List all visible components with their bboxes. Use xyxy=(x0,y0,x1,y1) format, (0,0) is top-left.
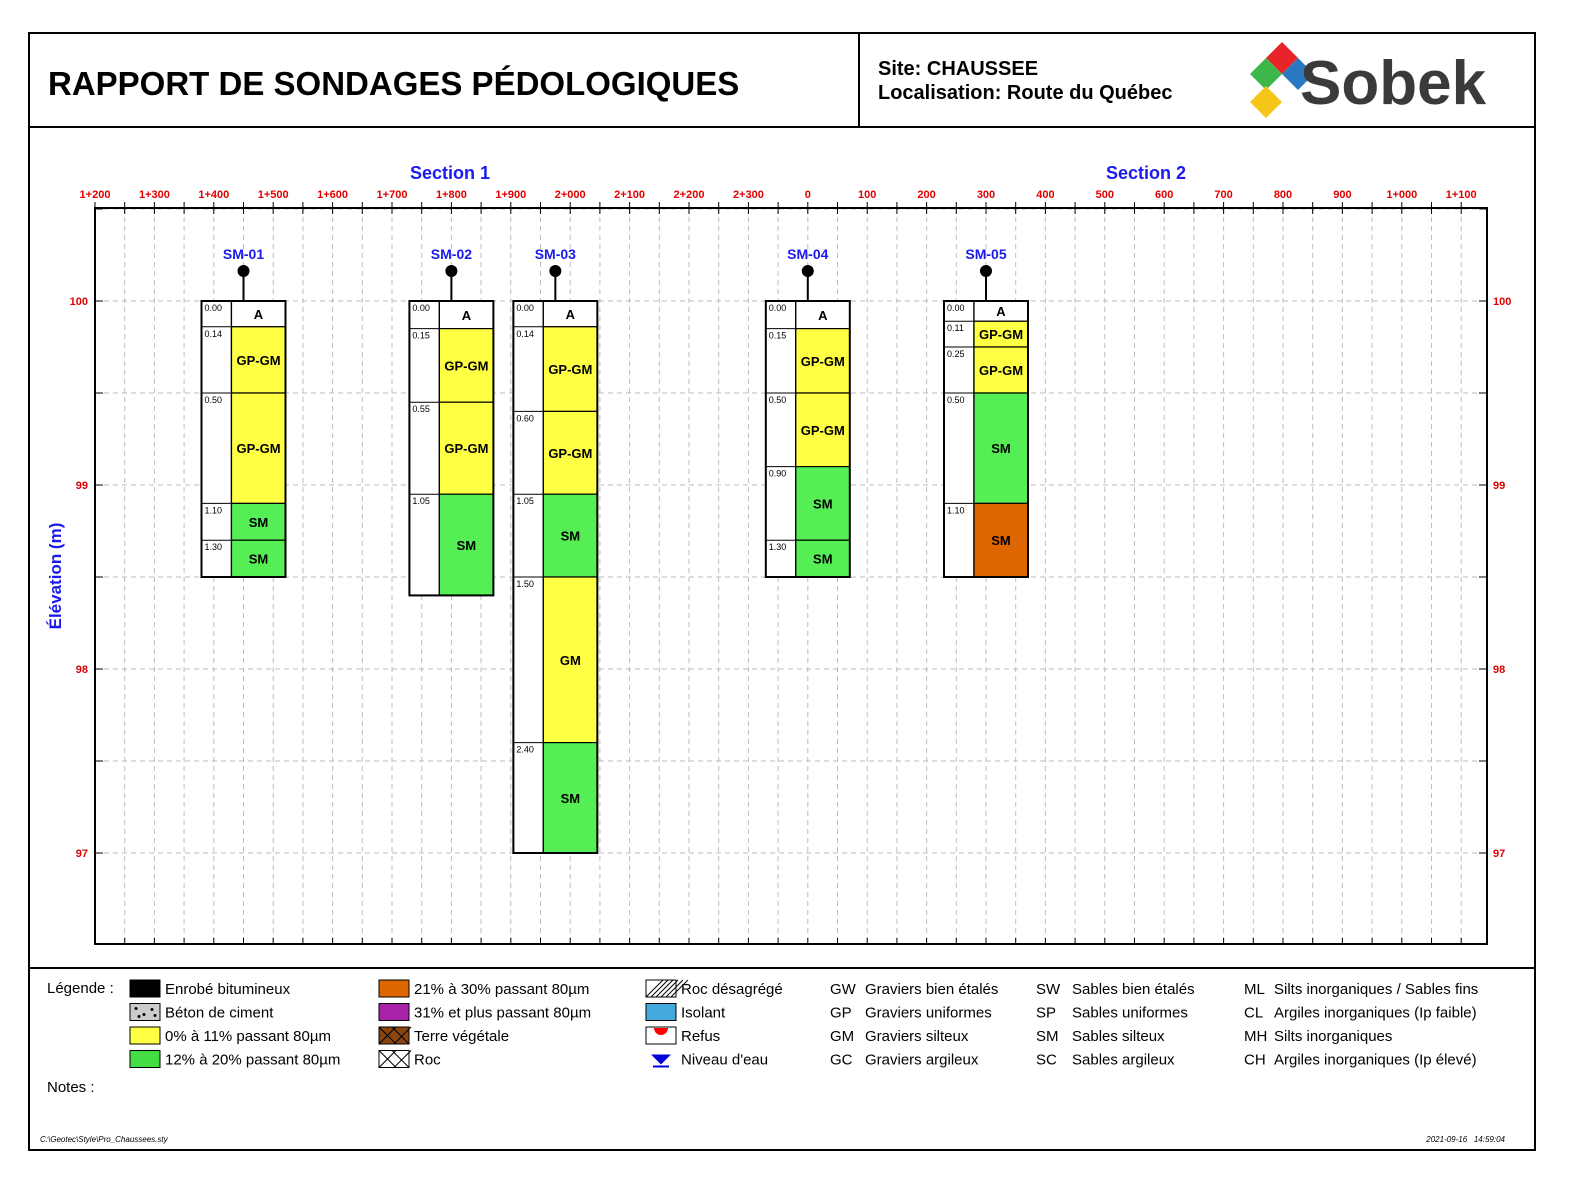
depth-label: 0.15 xyxy=(412,330,430,341)
legend-item xyxy=(130,980,291,998)
legend-label: Roc désagrégé xyxy=(681,981,783,998)
depth-label: 0.14 xyxy=(204,328,223,339)
soil-code: SM xyxy=(813,496,833,512)
section-title: Section 1 xyxy=(409,163,491,183)
section-titles xyxy=(410,163,1186,183)
dot-mark xyxy=(143,1013,146,1016)
chainage-label: 900 xyxy=(1333,189,1352,201)
borehole-head-icon xyxy=(980,265,992,277)
chainage-label: 1+700 xyxy=(376,189,408,201)
depth-column xyxy=(766,301,796,577)
elev-label-left: 97 xyxy=(75,848,88,860)
timestamp: 2021-09-16 14:59:04 xyxy=(1426,1135,1505,1144)
depth-label: 2.40 xyxy=(516,744,534,755)
chainage-label: 200 xyxy=(917,189,936,201)
uscs-desc: Graviers silteux xyxy=(865,1028,969,1045)
chainage-label: 1+400 xyxy=(198,189,230,201)
notes-label: Notes : xyxy=(47,1079,95,1096)
soil-code: A xyxy=(461,307,472,323)
legend-label: Niveau d'eau xyxy=(681,1051,769,1069)
depth-label: 0.00 xyxy=(768,303,787,313)
uscs-code-item xyxy=(830,1028,969,1045)
elev-label-left: 99 xyxy=(75,480,88,492)
legend-item xyxy=(379,980,589,998)
chainage-label: 1+000 xyxy=(1386,189,1418,201)
chainage-label: 600 xyxy=(1155,189,1174,201)
depth-label: 1.05 xyxy=(412,496,430,507)
uscs-code: MH xyxy=(1244,1028,1268,1045)
chainage-label: 2+000 xyxy=(554,189,586,201)
chainage-label: 1+100 xyxy=(1445,189,1477,201)
soil-code: A xyxy=(818,307,828,323)
chainage-label: 2+200 xyxy=(673,189,705,201)
legend-label: 31% et plus passant 80µm xyxy=(414,1004,592,1022)
soil-code: SM xyxy=(248,551,269,567)
soil-code: A xyxy=(996,304,1006,320)
chainage-label: 100 xyxy=(858,189,877,201)
soil-code: GP-GM xyxy=(978,363,1024,378)
depth-label: 0.00 xyxy=(412,303,430,313)
logo-text: Sobek xyxy=(1300,49,1487,118)
soil-code: A xyxy=(253,306,264,322)
dot-mark xyxy=(151,1008,154,1011)
uscs-code: SP xyxy=(1036,1004,1057,1022)
depth-label: 0.50 xyxy=(204,395,223,405)
legend-item xyxy=(651,1052,768,1069)
depth-label: 0.60 xyxy=(516,413,534,424)
legend-codes xyxy=(830,981,1478,1069)
borehole-head-icon xyxy=(802,265,814,277)
uscs-code: ML xyxy=(1244,981,1265,998)
elev-label-left: 100 xyxy=(69,296,88,308)
site-label: Site: CHAUSSEE xyxy=(878,58,1039,80)
uscs-code-item xyxy=(1036,981,1195,998)
borehole-name: SM-02 xyxy=(430,246,473,262)
dot-mark xyxy=(138,1015,141,1018)
uscs-code: GP xyxy=(830,1004,852,1022)
soil-code: GM xyxy=(559,652,581,668)
section-title: Section 2 xyxy=(1105,163,1187,183)
uscs-desc: Sables argileux xyxy=(1072,1051,1175,1069)
location-label: Localisation: Route du Québec xyxy=(878,82,1173,104)
uscs-desc: Sables uniformes xyxy=(1072,1004,1188,1022)
depth-label: 1.50 xyxy=(516,579,534,589)
legend-item xyxy=(130,1027,331,1045)
legend-swatch xyxy=(130,980,160,997)
chainage-label: 800 xyxy=(1273,189,1293,201)
uscs-desc: Silts inorganiques / Sables fins xyxy=(1274,981,1479,998)
legend-item xyxy=(646,1027,720,1045)
uscs-code: CL xyxy=(1244,1004,1264,1022)
soil-code: SM xyxy=(248,514,269,530)
legend-label: Refus xyxy=(681,1028,721,1045)
soil-code: GP-GM xyxy=(444,441,489,457)
uscs-code: GC xyxy=(830,1051,853,1069)
legend-swatch xyxy=(130,1051,160,1068)
depth-label: 0.00 xyxy=(516,303,534,313)
borehole-sm-04 xyxy=(766,246,850,577)
soil-code: SM xyxy=(991,533,1011,549)
borehole-name: SM-01 xyxy=(222,246,265,262)
uscs-code-item xyxy=(1036,1028,1165,1045)
depth-label: 0.00 xyxy=(947,303,965,313)
uscs-desc: Graviers uniformes xyxy=(865,1004,992,1022)
depth-label: 1.10 xyxy=(204,505,223,516)
depth-label: 0.90 xyxy=(768,468,787,479)
uscs-code-item xyxy=(830,1005,992,1022)
legend-item xyxy=(646,1004,726,1022)
chainage-label: 400 xyxy=(1036,189,1055,201)
uscs-code-item xyxy=(830,981,998,998)
legend-swatches xyxy=(130,980,783,1069)
legend-swatch xyxy=(379,980,409,997)
soil-code: GP-GM xyxy=(548,362,593,378)
soil-code: A xyxy=(565,306,576,322)
uscs-desc: Sables bien étalés xyxy=(1072,981,1195,998)
legend-swatch xyxy=(130,1027,160,1044)
depth-label: 0.50 xyxy=(947,395,965,405)
soil-code: GP-GM xyxy=(800,353,845,369)
soil-code: SM xyxy=(560,528,581,544)
depth-label: 0.11 xyxy=(947,323,964,334)
chainage-label: 1+300 xyxy=(138,189,170,201)
borehole-head-icon xyxy=(549,265,561,277)
chainage-label: 1+600 xyxy=(317,189,349,201)
uscs-code-item xyxy=(1244,1005,1477,1022)
chainage-label: 700 xyxy=(1214,189,1233,201)
legend-title: Légende : xyxy=(47,980,114,997)
chainage-label: 500 xyxy=(1095,189,1114,201)
legend-label: Béton de ciment xyxy=(165,1004,274,1022)
uscs-desc: Graviers argileux xyxy=(865,1051,979,1069)
uscs-code-item xyxy=(1036,1005,1188,1022)
soil-code: SM xyxy=(560,790,581,806)
elev-label-right: 100 xyxy=(1493,296,1512,308)
legend-item xyxy=(646,980,783,998)
legend xyxy=(47,980,114,1096)
depth-label: 0.25 xyxy=(947,349,965,359)
legend-label: Isolant xyxy=(681,1004,726,1022)
depth-column xyxy=(944,301,974,577)
depth-label: 1.30 xyxy=(204,542,223,553)
legend-label: Roc xyxy=(414,1051,441,1069)
depth-label: 0.15 xyxy=(768,330,787,341)
chainage-label: 0 xyxy=(804,189,811,201)
depth-label: 0.00 xyxy=(204,303,223,313)
soil-code: GP-GM xyxy=(236,441,281,457)
legend-label: Enrobé bitumineux xyxy=(165,981,291,998)
legend-item xyxy=(130,1004,274,1022)
legend-item xyxy=(379,1027,509,1045)
uscs-desc: Sables silteux xyxy=(1072,1028,1165,1045)
elev-label-right: 98 xyxy=(1493,664,1506,676)
water-level-icon xyxy=(651,1055,671,1065)
y-axis-label: Élévation (m) xyxy=(46,522,65,630)
chainage-label: 300 xyxy=(976,189,996,201)
depth-label: 1.30 xyxy=(768,542,787,553)
borehole-sm-03 xyxy=(513,246,597,853)
soil-code: GP-GM xyxy=(978,327,1024,343)
uscs-code: GM xyxy=(830,1028,855,1045)
borehole-sm-05 xyxy=(944,246,1028,577)
soil-code: GP-GM xyxy=(236,352,281,368)
uscs-code-item xyxy=(1244,1028,1392,1045)
borehole-name: SM-05 xyxy=(965,246,1007,262)
legend-item xyxy=(379,1051,441,1069)
legend-swatch xyxy=(379,1004,409,1021)
uscs-desc: Graviers bien étalés xyxy=(865,981,999,998)
uscs-code-item xyxy=(830,1052,979,1069)
depth-label: 1.05 xyxy=(516,496,534,507)
uscs-code: SW xyxy=(1036,981,1061,998)
uscs-desc: Silts inorganiques xyxy=(1274,1028,1393,1045)
chainage-label: 1+500 xyxy=(257,189,289,201)
borehole-head-icon xyxy=(445,265,457,277)
chainage-label: 1+200 xyxy=(79,189,111,201)
depth-column xyxy=(409,301,439,595)
depth-label: 0.50 xyxy=(768,395,787,405)
soil-code: SM xyxy=(456,537,477,553)
uscs-code-item xyxy=(1244,981,1478,998)
legend-item xyxy=(379,1004,591,1022)
soil-code: GP-GM xyxy=(800,422,845,438)
uscs-code-item xyxy=(1036,1052,1175,1069)
chainage-label: 2+100 xyxy=(614,189,646,201)
legend-swatch xyxy=(646,1004,676,1021)
sobek-logo xyxy=(1250,42,1487,118)
legend-label: 0% à 11% passant 80µm xyxy=(165,1028,331,1045)
elev-label-right: 97 xyxy=(1493,848,1506,860)
elev-label-left: 98 xyxy=(75,664,88,676)
legend-swatch xyxy=(130,1004,160,1021)
chainage-label: 2+300 xyxy=(732,189,764,201)
soil-code: GP-GM xyxy=(444,358,489,374)
dot-mark xyxy=(154,1014,157,1017)
report-title: RAPPORT DE SONDAGES PÉDOLOGIQUES xyxy=(48,65,740,102)
legend-label: Terre végétale xyxy=(414,1028,510,1045)
boreholes xyxy=(202,246,1029,853)
borehole-sm-01 xyxy=(202,246,286,577)
borehole-name: SM-03 xyxy=(534,246,576,262)
style-path: C:\Geotec\Style\Pro_Chaussees.sty xyxy=(40,1135,168,1144)
logo-yellow-diamond xyxy=(1250,86,1282,118)
uscs-code: SM xyxy=(1036,1028,1059,1045)
uscs-code: CH xyxy=(1244,1051,1266,1069)
uscs-code-item xyxy=(1244,1052,1477,1069)
legend-label: 21% à 30% passant 80µm xyxy=(414,981,590,998)
depth-column xyxy=(202,301,232,577)
depth-label: 0.14 xyxy=(516,328,534,339)
depth-label: 1.10 xyxy=(947,505,965,516)
soil-code: SM xyxy=(813,551,833,567)
elev-label-right: 99 xyxy=(1493,480,1506,492)
soil-code: GP-GM xyxy=(548,445,593,461)
dot-mark xyxy=(135,1007,138,1010)
uscs-desc: Argiles inorganiques (Ip faible) xyxy=(1274,1004,1477,1022)
chainage-label: 1+800 xyxy=(435,189,467,201)
uscs-code: SC xyxy=(1036,1051,1057,1069)
uscs-desc: Argiles inorganiques (Ip élevé) xyxy=(1274,1051,1477,1069)
soil-code: SM xyxy=(991,441,1011,457)
chainage-label: 1+900 xyxy=(495,189,527,201)
legend-item xyxy=(130,1051,340,1069)
depth-label: 0.55 xyxy=(412,404,430,415)
borehole-name: SM-04 xyxy=(787,246,829,262)
borehole-head-icon xyxy=(238,265,250,277)
legend-label: 12% à 20% passant 80µm xyxy=(165,1051,341,1069)
uscs-code: GW xyxy=(830,981,856,998)
